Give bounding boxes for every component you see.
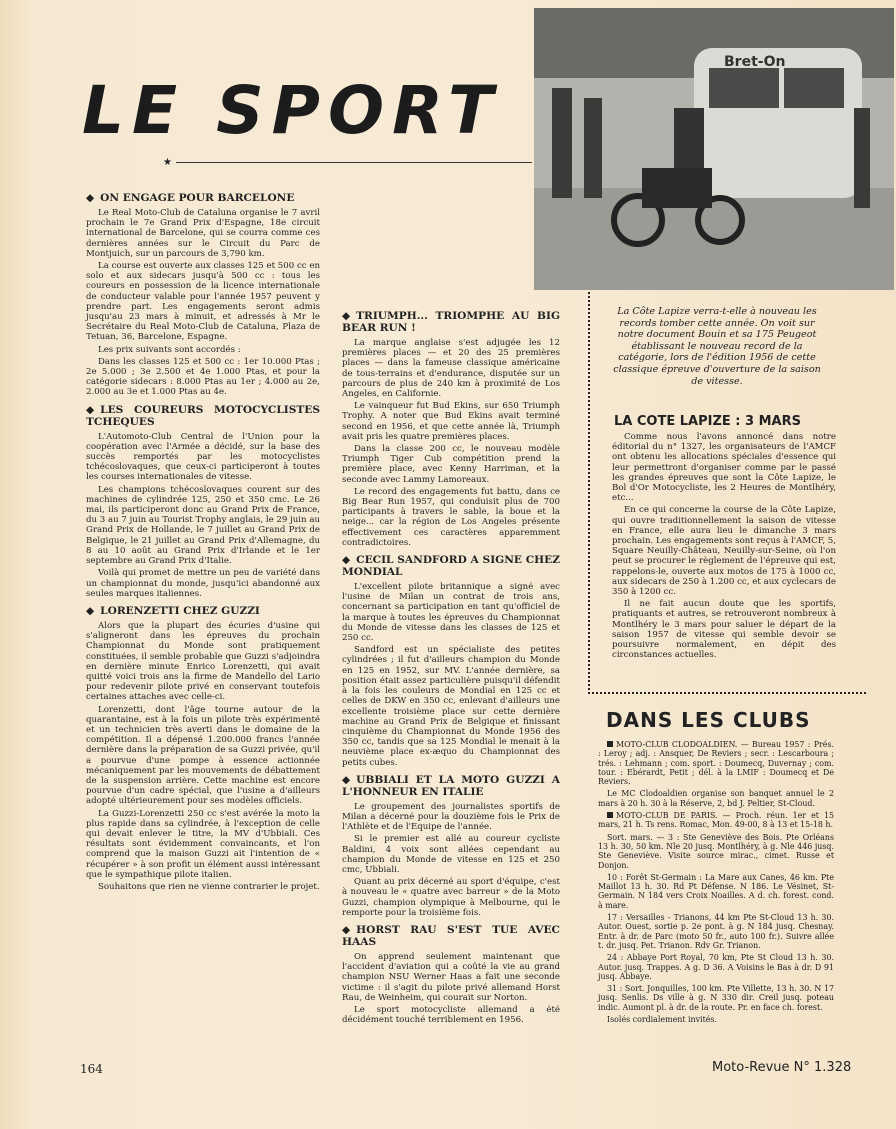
star-ornament: ★ bbox=[163, 157, 172, 168]
club-entry-text: MOTO-CLUB CLODOALDIEN. — Bureau 1957 : Prés. : Leroy ; adj. : Ansquer, De Reviers ; secr. : Lescarboura ; trés. : Lehmann ; com. sport. : Doumecq, Duvernay ; com. tour. : Ebérardt, Petit ; dél. à la LMIF : Doumecq et De Reviers. bbox=[598, 740, 834, 787]
diamond-bullet-icon: ◆ bbox=[342, 773, 351, 786]
photo-caption: La Côte Lapize verra-t-elle à nouveau les records tomber cette année. On voit sur notre document Bouin et sa 175 Peugeot établissant le nouveau record de la catégorie, lors de l'édition 1956 de cette classique épreuve d'ouverture de la saison de vitesse. bbox=[613, 306, 821, 387]
page-title: LE SPORT bbox=[82, 72, 502, 149]
diamond-bullet-icon: ◆ bbox=[342, 554, 351, 567]
club-entry-text: 31 : Sort. Jonquilles, 100 km. Pte Villette, 13 h. 30. N 17 jusq. Senlis. Ds ville à g. N 330 dir. Creil jusq. poteau indic. Aumont pl. à dr. de la route. Pr. en face ch. forest. bbox=[598, 984, 834, 1012]
article-heading bbox=[342, 310, 560, 334]
article-paragraph: Le sport motocycliste allemand a été décidément touché terriblement en 1956. bbox=[342, 1004, 560, 1026]
article-heading-text: TRIUMPH... TRIOMPHE AU BIG BEAR RUN ! bbox=[342, 310, 560, 334]
article-heading bbox=[86, 404, 320, 428]
club-entry bbox=[598, 1015, 834, 1024]
title-rule bbox=[176, 162, 532, 163]
club-entry-text: MOTO-CLUB DE PARIS. — Proch. réun. 1er et 15 mars, 21 h. Ts rens. Romac, Mon. 49-00, 8 à 13 et 15-18 h. bbox=[598, 811, 834, 830]
article-paragraph: Le vainqueur fut Bud Ekins, sur 650 Triumph Trophy. A noter que Bud Ekins avait terminé second en 1956, et que cette année là, Triumph avait pris les quatre premières places. bbox=[342, 401, 560, 442]
article-paragraph: Alors que la plupart des écuries d'usine qui s'aligneront dans les épreuves du prochain Championnat du Monde sont pratiquement constituées, il semble probable que Guzzi s'adjoindra en dernière minute Enrico Lorenzetti, qui avait quitté voici trois ans la firme de Mandello del Lario pour redevenir pilote privé en conservant toutefois certaines attaches avec celle-ci. bbox=[86, 620, 320, 703]
club-entry-text: Le MC Clodoaldien organise son banquet annuel le 2 mars à 20 h. 30 à la Réserve, 2, bd J. Peltier, St-Cloud. bbox=[598, 789, 834, 808]
club-entry-text: Sort. mars. — 3 : Ste Geneviève des Bois. Pte Orléans 13 h. 30, 50 km. Nle 20 jusq. Montlhéry, à g. Nle 446 jusq. Ste Geneviève. Visite source mirac., cimet. Russe et Donjon. bbox=[598, 832, 834, 870]
club-entry-text: Isolés cordialement invités. bbox=[607, 1015, 717, 1025]
club-entry-text: 10 : Forêt St-Germain : La Mare aux Canes, 46 km. Pte Maillot 13 h. 30. Rd Pt Défense. N 186. Le Vésinet, St-Germain. N 184 vers Croix Noailles. A d. ch. forest. cond. à mare. bbox=[598, 872, 834, 910]
page-number: 164 bbox=[80, 1062, 103, 1076]
diamond-bullet-icon: ◆ bbox=[342, 310, 351, 322]
diamond-bullet-icon: ◆ bbox=[86, 403, 95, 416]
club-entry bbox=[598, 811, 834, 830]
article-heading-text: LES COUREURS MOTOCYCLISTES TCHEQUES bbox=[86, 403, 320, 428]
article-paragraph: On apprend seulement maintenant que l'accident d'aviation qui a coûté la vie au grand champion NSU Werner Haas a fait une seconde victime : il s'agit du pilote privé allemand Horst Rau, de Weinheim, qui courait sur Norton. bbox=[342, 951, 560, 1003]
article-paragraph: Il ne fait aucun doute que les sportifs, pratiquants et autres, se retrouveront nombreux à Montlhéry le 3 mars pour saluer le départ de la saison 1957 de vitesse qui semble devoir se poursuivre normalement, en dépit des circonstances actuelles. bbox=[612, 599, 836, 661]
magazine-issue: Moto-Revue N° 1.328 bbox=[712, 1060, 852, 1075]
article-heading bbox=[86, 192, 320, 204]
square-bullet-icon bbox=[607, 741, 613, 747]
article-paragraph: Quant au prix décerné au sport d'équipe, c'est à nouveau le « quatre avec barreur » de la Moto Guzzi, champion olympique à Melbourne, qui le remporte pour la troisième fois. bbox=[342, 877, 560, 918]
article-heading bbox=[342, 774, 560, 798]
article-heading bbox=[342, 924, 560, 948]
article-heading-text: LORENZETTI CHEZ GUZZI bbox=[100, 604, 260, 617]
column-middle bbox=[342, 304, 560, 1027]
article-paragraph: Dans les classes 125 et 500 cc : 1er 10.000 Ptas ; 2e 5.000 ; 3e 2.500 et 4e 1.000 Ptas, et pour la catégorie sidecars : 8.000 Ptas au 1er ; 4.000 au 2e, 2.000 au 3e et 1.000 Ptas au 4e. bbox=[86, 356, 320, 398]
diamond-bullet-icon: ◆ bbox=[86, 604, 95, 617]
article-paragraph: La course est ouverte aux classes 125 et 500 cc en solo et aux sidecars jusqu'à 500 cc : tous les coureurs en possession de la licence internationale de conducteur valable pour l'année 1957 peuvent y prendre part. Les engagements seront admis jusqu'au 23 mars à minuit, et adressés à Mr le Secrétaire du Real Moto-Club de Cataluna, Plaza de Tetuan, 36, Barcelone, Espagne. bbox=[86, 261, 320, 343]
article-heading bbox=[342, 554, 560, 578]
article-paragraph: Si le premier est allé au coureur cycliste Baldini, 4 voix sont allées cependant au champion du Monde de vitesse en 125 et 250 cmc, Ubbiali. bbox=[342, 834, 560, 875]
article-paragraph: Lorenzetti, dont l'âge tourne autour de la quarantaine, est à la fois un pilote très expérimenté et un technicien très averti dans le domaine de la compétition. Il a dépensé 1.200.000 francs l'année dernière dans la préparation de sa Guzzi privée, qu'il a pourvue d'une pompe à essence actionnée mécaniquement par les mouvements de débattement de la suspension arrière. Cette machine est encore pourvue d'un cadre spécial, que l'usine a d'ailleurs adopté ultérieurement pour ses modèles officiels. bbox=[86, 704, 320, 807]
article-paragraph: Voilà qui promet de mettre un peu de variété dans un championnat du monde, jusqu'ici abandonné aux seules marques italiennes. bbox=[86, 568, 320, 599]
article-paragraph: Le record des engagements fut battu, dans ce Big Bear Run 1957, qui conduisit plus de 700 participants à travers le sable, la boue et la neige... car la région de Los Angeles présente effectivement ces caractères apparemment contradictoires. bbox=[342, 486, 560, 548]
club-entry bbox=[598, 984, 834, 1012]
clubs-title: DANS LES CLUBS bbox=[606, 708, 811, 732]
diamond-bullet-icon: ◆ bbox=[342, 923, 351, 936]
article-heading-text: CECIL SANDFORD A SIGNE CHEZ MONDIAL bbox=[342, 554, 560, 579]
cote-lapize-title: LA COTE LAPIZE : 3 MARS bbox=[614, 414, 801, 429]
club-entry-text: 24 : Abbaye Port Royal, 70 km, Pte St Cloud 13 h. 30. Autor. jusq. Trappes. A g. D 36. A Voisins le Bas à dr. D 91 jusq. Abbaye. bbox=[598, 953, 834, 981]
motorcycle-van-illustration bbox=[534, 8, 894, 290]
cote-lapize-article bbox=[612, 432, 836, 662]
van-lettering: Bret-On bbox=[724, 54, 786, 70]
race-photo bbox=[534, 8, 894, 290]
club-entry bbox=[598, 953, 834, 981]
article-paragraph: En ce qui concerne la course de la Côte Lapize, qui ouvre traditionnellement la saison de vitesse en France, elle aura lieu le dimanche 3 mars prochain. Les engagements sont reçus à l'AMCF, 5, Square Neuilly-Château, Neuilly-sur-Seine, où l'on peut se procurer le règlement de l'épreuve qui est, rappelons-le, ouverte aux motos de 175 à 1000 cc, aux sidecars de 250 à 1.200 cc, et aux cyclecars de 350 à 1200 cc. bbox=[612, 505, 836, 598]
diamond-bullet-icon: ◆ bbox=[86, 192, 95, 204]
square-bullet-icon bbox=[607, 812, 613, 818]
club-entry bbox=[598, 873, 834, 910]
club-entry bbox=[598, 740, 834, 786]
club-entry bbox=[598, 913, 834, 950]
club-entry bbox=[598, 789, 834, 808]
article-paragraph: Les champions tchécoslovaques courent sur des machines de cylindrée 125, 250 et 350 cmc. Le 26 mai, ils participeront donc au Grand Prix de France, du 3 au 7 juin au Tourist Trophy anglais, le 29 juin au Grand Prix de Hollande, le 7 juillet au Grand Prix de Belgique, le 21 juillet au Grand Prix d'Allemagne, du 8 au 10 août au Grand Prix d'Irlande et le 1er septembre au Grand Prix d'Italie. bbox=[86, 484, 320, 567]
article-paragraph: L'Automoto-Club Central de l'Union pour la coopération avec l'Armée a décidé, sur la base des succès remportés par les motocyclistes tchécoslovaques, que ceux-ci participeront à toutes les courses internationales de vitesse. bbox=[86, 431, 320, 483]
article-heading-text: ON ENGAGE POUR BARCELONE bbox=[100, 192, 295, 204]
article-heading-text: UBBIALI ET LA MOTO GUZZI A L'HONNEUR EN ITALIE bbox=[342, 773, 560, 798]
article-paragraph: Dans la classe 200 cc, le nouveau modèle Triumph Tiger Cub compétition prend la première place, avec Kenny Harriman, et la seconde avec Lammy Lamoreaux. bbox=[342, 444, 560, 485]
article-paragraph: Le Real Moto-Club de Cataluna organise le 7 avril prochain le 7e Grand Prix d'Espagne, 18e circuit international de Barcelone, qui se courra comme ces dernières années sur le Circuit du Parc de Montjuich, sur un parcours de 3,790 km. bbox=[86, 208, 320, 259]
article-heading-text: HORST RAU S'EST TUE AVEC HAAS bbox=[342, 923, 560, 948]
article-heading bbox=[86, 605, 320, 617]
article-paragraph: Souhaitons que rien ne vienne contrarier le projet. bbox=[98, 881, 320, 892]
club-entry bbox=[598, 833, 834, 870]
article-paragraph: L'excellent pilote britannique a signé avec l'usine de Milan un contrat de trois ans, concernant sa participation en tant qu'officiel de la marque à toutes les épreuves du Championnat du Monde de vitesse dans les classes de 125 et 250 cc. bbox=[342, 582, 560, 644]
article-paragraph: La marque anglaise s'est adjugée les 12 premières places — et 20 des 25 premières places — dans la fameuse classique américaine de tous-terrains et d'endurance, disputée sur un parcours de plus de 240 km à proximité de Los Angeles, en Californie. bbox=[342, 338, 560, 400]
club-entry-text: 17 : Versailles - Trianons, 44 km Pte St-Cloud 13 h. 30. Autor. Ouest, sortie p. 2e pont. à g. N 184 jusq. Chesnay. Entr. à dr. de Parc (moto 50 fr., auto 100 fr.). Suivre allée t. dr. jusq. Pet. Trianon. Rdv Gr. Trianon. bbox=[598, 913, 834, 950]
article-paragraph: Sandford est un spécialiste des petites cylindrées ; il fut d'ailleurs champion du Monde en 125 en 1952, sur MV. L'année dernière, sa position était assez particulière puisqu'il défendit à la fois les couleurs de Mondial en 125 cc et celles de DKW en 350 cc, enlevant d'ailleurs une excellente troisième place sur cette dernière machine au Grand Prix de Belgique et finissant cinquième du Championnat du Monde 1956 des 350 cc, tandis que sa 125 Mondial le menait à la neuvième place ex-æquo du Championnat des petits cubes. bbox=[342, 645, 560, 768]
article-paragraph: La Guzzi-Lorenzetti 250 cc s'est avérée la moto la plus rapide dans sa cylindrée, à l'exception de celle qui devait enlever le titre, la MV d'Ubbiali. Ces résultats sont évidemment convaincants, et l'on comprend que la maison Guzzi ait l'intention de « récupérer » à son profit un élément aussi intéressant que le sympathique pilote italien. bbox=[86, 808, 320, 880]
article-paragraph: Les prix suivants sont accordés : bbox=[98, 344, 241, 355]
article-paragraph: Comme nous l'avons annoncé dans notre éditorial du n° 1327, les organisateurs de l'AMCF ont obtenu les allocations spéciales d'essence qui leur permettront d'organiser comme par le passé les grandes épreuves que sont la Côte Lapize, le Bol d'Or Motocycliste, les 2 Heures de Montlhéry, etc... bbox=[612, 432, 836, 504]
article-paragraph: Le groupement des journalistes sportifs de Milan a décerné pour la douzième fois le Prix de l'Athlète et de l'Equipe de l'année. bbox=[342, 801, 560, 833]
column-left bbox=[86, 186, 320, 894]
clubs-listing bbox=[598, 740, 834, 1027]
